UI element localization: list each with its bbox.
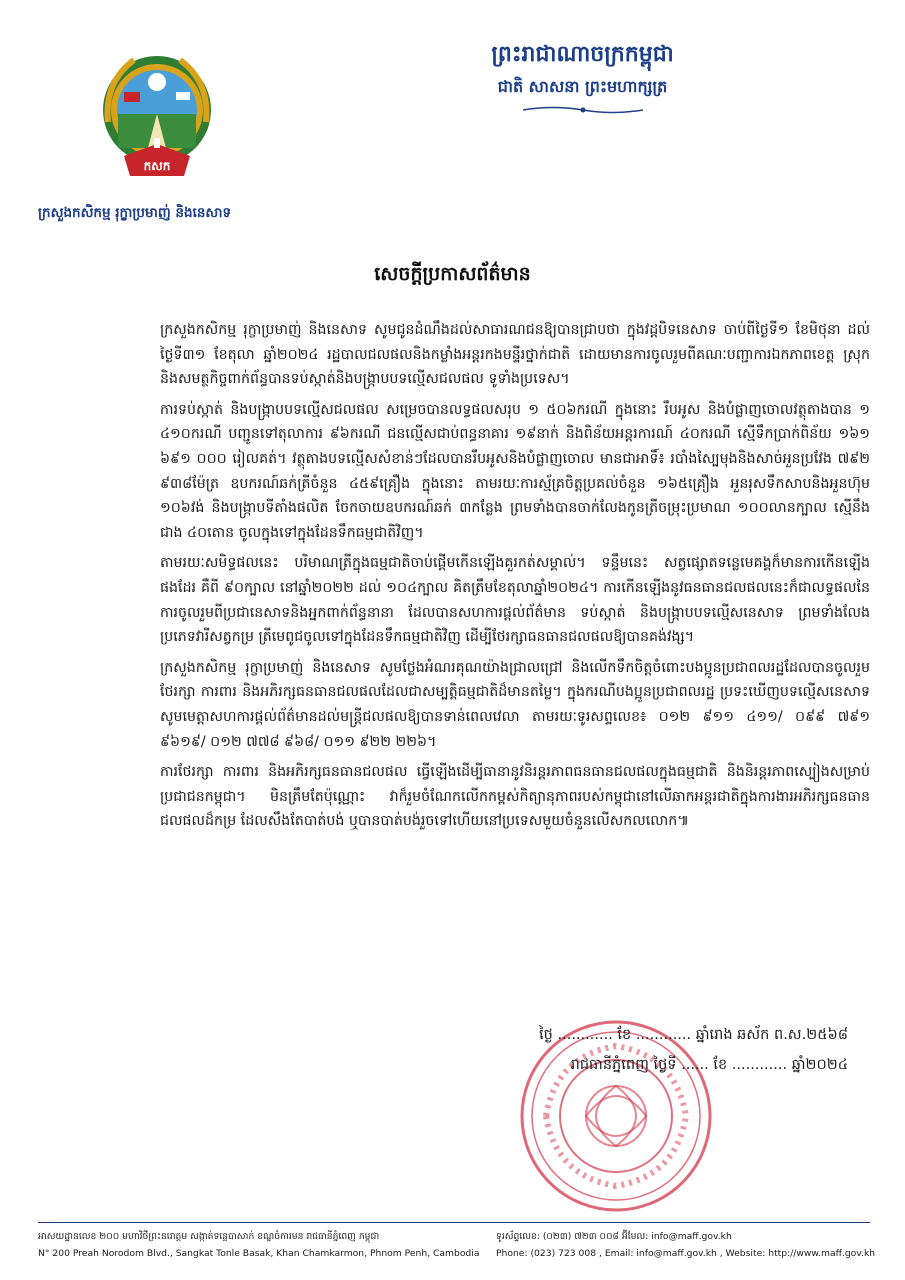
ornament-divider: [523, 105, 643, 115]
paragraph-5: ការថែរក្សា ការពារ និងអភិរក្សធនធានជលផល ធ្វើឡើងដើម្បីធានានូវនិរន្តរភាពធនធានជលផលក្នុងធម្មជាតិ និងនិរន្តរភាពស្បៀងសម្រាប់ប្រជាជនកម្ពុជា។ មិនត្រឹមតែប៉ុណ្ណោះ វាក៏រួមចំណែកលើកកម្ពស់កិត្យានុភាពរបស់កម្ពុជានៅលើឆាកអន្តរជាតិក្នុងការងារអភិរក្សធនធានជលផលដ៏កម្រ ដែលសឹងតែបាត់បង់ ឬបានបាត់បង់រួចទៅហើយនៅប្រទេសមួយចំនួនលើសកលលោក៕: [160, 764, 870, 830]
document-title: សេចក្ដីប្រកាសព័ត៌មាន: [374, 263, 531, 285]
contact-khmer: ទូរស័ព្ទលេខ: (០២៣) ៧២៣ ០០៨ អ៊ីមែល: info@maff.gov.kh: [496, 1231, 732, 1242]
footer-address: [38, 1228, 478, 1262]
kingdom-header: [0, 40, 905, 119]
lunar-date: ថ្ងៃ ............ ខែ ............ ឆ្នាំរោង ឆស័ក ព.ស.២៥៦៨: [539, 1027, 848, 1043]
paragraph-3: តាមរយៈសមិទ្ធផលនេះ បរិមាណត្រីក្នុងធម្មជាតិចាប់ផ្ដើមកើនឡើងគួរកត់សម្គាល់។ ទន្ទឹមនេះ សត្វផ្សោតទន្លេមេគង្គក៏មានការកើនឡើងផងដែរ គឺពី ៩០ក្បាល នៅឆ្នាំ២០២២ ដល់ ១០៤ក្បាល គិតត្រឹមខែតុលាឆ្នាំ២០២៤។ ការកើនឡើងនូវធនធានជលផលនេះក៏ជាលទ្ធផលនៃការចូលរួមពីប្រជានេសាទនិងអ្នកពាក់ព័ន្ធនានា ដែលបានសហការផ្ដល់ព័ត៌មាន ទប់ស្កាត់ និងបង្ក្រាបបទល្មើសនេសាទ ព្រមទាំងលែងប្រភេទវារីសត្វកម្រ ត្រីមេពូជចូលទៅក្នុងដែនទឹកធម្មជាតិវិញ ដើម្បីថែរក្សាធនធានជលផលឱ្យបានគង់វង្ស។: [160, 555, 870, 646]
paragraph-2: ការទប់ស្កាត់ និងបង្ក្រាបបទល្មើសជលផល សម្រេចបានលទ្ធផលសរុប ១ ៥០៦ករណី ក្នុងនោះ រឹបអូស និងបំផ្លាញចោលវត្ថុតាងបាន ១ ៤១០ករណី បញ្ជូនទៅតុលាការ ៩៦ករណី ជនល្មើសជាប់ពន្ធនាគារ ១៩នាក់ និងពិន័យអន្តរការណ៍ ៤០ករណី ស្មើទឹកប្រាក់ពិន័យ ១៦១ ៦៩១ ០០០ រៀលគត់។ វត្ថុតាងបទល្មើសសំខាន់ៗដែលបានរឹបអូសនិងបំផ្លាញចោល មានជាអាទិ៍៖ របាំងស្បៃមុងនិងសាច់អួនប្រវែង ៧៩២ ៩៣៨ម៉ែត្រ ឧបករណ៍ឆក់ត្រីចំនួន ៤៥៩គ្រឿង ក្នុងនោះ តាមរយៈការស្ម័គ្រចិត្តប្រគល់ចំនួន ១៦៥គ្រឿង អួនរុសទឹកសាបនិងអួនហ៊ុម ១០៦វង់ និងបង្ក្រាបទីតាំងផលិត ចែកចាយឧបករណ៍ឆក់ ៣កន្លែង ព្រមទាំងបានចាក់លែងកូនត្រីចម្រុះប្រមាណ ១០០លានក្បាល ស្មើនឹងជាង ៤០តោន ចូលក្នុងទៅក្នុងដែនទឹកធម្មជាតិវិញ។: [160, 401, 870, 541]
signature-block: [428, 1020, 848, 1080]
footer-contact: [496, 1228, 876, 1262]
solar-date: រាជធានីភ្នំពេញ ថ្ងៃទី ...... ខែ ............ ឆ្នាំ២០២៤: [570, 1057, 848, 1073]
ministry-name: ក្រសួងកសិកម្ម រុក្ខាប្រមាញ់ និងនេសាទ: [38, 205, 232, 221]
kingdom-name: ព្រះរាជាណាចក្រកម្ពុជា: [491, 42, 674, 67]
paragraph-1: ក្រសួងកសិកម្ម រុក្ខាប្រមាញ់ និងនេសាទ សូមជូនដំណឹងដល់សាធារណជនឱ្យបានជ្រាបថា ក្នុងវដ្តបិទនេសាទ ចាប់ពីថ្ងៃទី១ ខែមិថុនា ដល់ថ្ងៃទី៣១ ខែតុលា ឆ្នាំ២០២៤ រដ្ឋបាលជលផលនិងកម្លាំងអន្តរកងមន្ទីរថ្នាក់ជាតិ ដោយមានការចូលរួមពីគណៈបញ្ជាការឯកភាពខេត្ត ស្រុក និងសមត្ថកិច្ចពាក់ព័ន្ធបានទប់ស្កាត់និងបង្ក្រាបបទល្មើសជលផល ទូទាំងប្រទេស។: [160, 322, 870, 388]
address-english: N° 200 Preah Norodom Blvd., Sangkat Tonle Basak, Khan Chamkarmon, Phnom Penh, Cambodia: [38, 1248, 480, 1259]
contact-english: Phone: (023) 723 008 , Email: info@maff.gov.kh , Website: http://www.maff.gov.kh: [496, 1248, 876, 1259]
footer-divider: [38, 1222, 870, 1223]
address-khmer: អាសយដ្ឋានលេខ ២០០ មហាវិថីព្រះនរោត្តម សង្កាត់ទន្លេបាសាក់ ខណ្ឌចំការមន រាជធានីភ្នំពេញ កម្ពុជា: [38, 1231, 380, 1242]
document-body: [160, 318, 870, 840]
paragraph-4: ក្រសួងកសិកម្ម រុក្ខាប្រមាញ់ និងនេសាទ សូមថ្លែងអំណរគុណយ៉ាងជ្រាលជ្រៅ និងលើកទឹកចិត្តចំពោះបងប្អូនប្រជាពលរដ្ឋដែលបានចូលរួមថែរក្សា ការពារ និងអភិរក្សធនធានជលផលដែលជាសម្បត្តិធម្មជាតិដ៏មានតម្លៃ។ ក្នុងករណីបងប្អូនប្រជាពលរដ្ឋ ប្រទះឃើញបទល្មើសនេសាទ សូមមេត្តាសហការផ្ដល់ព័ត៌មានដល់មន្ត្រីជលផលឱ្យបានទាន់ពេលវេលា តាមរយៈទូរសព្ទលេខ៖ ០១២ ៩១១ ៤១១/ ០៩៩ ៧៩១ ៩៦១៩/ ០១២ ៧៧៨ ៩៦៨/ ០១១ ៩២២ ២២៦។: [160, 659, 870, 750]
national-motto: ជាតិ សាសនា ព្រះមហាក្សត្រ: [497, 77, 668, 96]
logo-text: កសក: [143, 159, 171, 173]
